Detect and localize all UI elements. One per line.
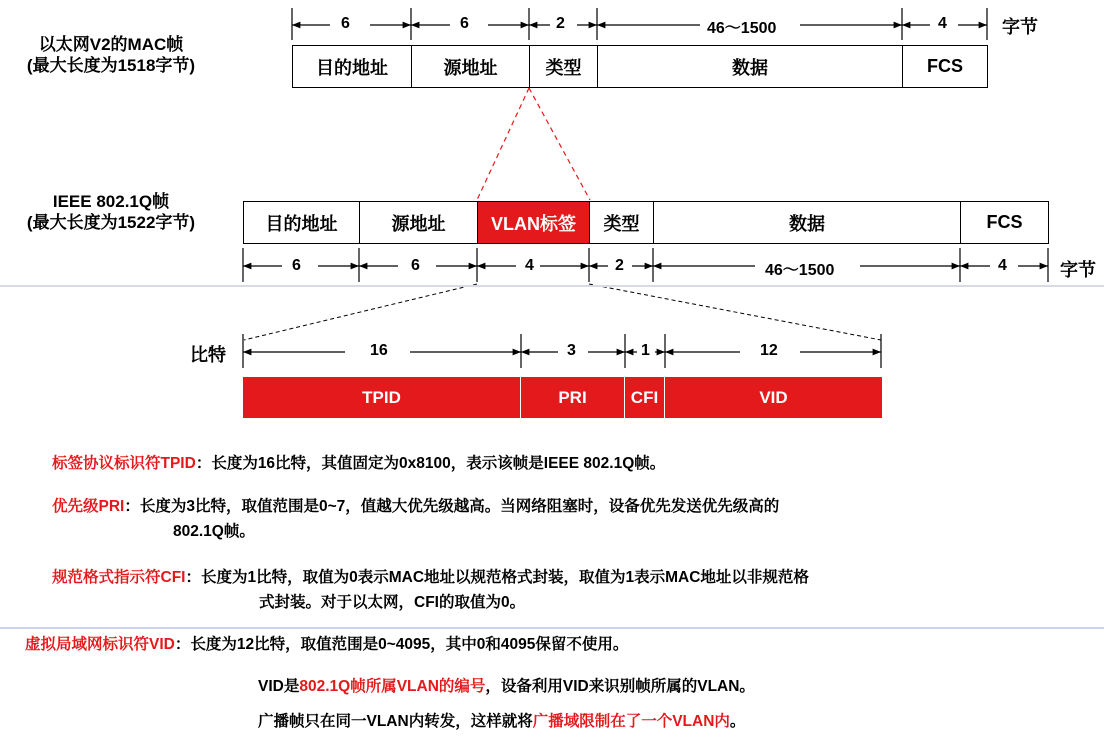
mac-size-src: 6 bbox=[460, 15, 469, 32]
mac-size-fcs: 4 bbox=[938, 15, 947, 32]
note-tpid: 标签协议标识符TPID：长度为16比特，其值固定为0x8100，表示该帧是IEEE 802.1Q帧。 bbox=[52, 455, 666, 472]
dot1q-size-dst: 6 bbox=[292, 257, 301, 274]
dot1q-size-type: 2 bbox=[615, 257, 624, 274]
dot1q-unit: 字节 bbox=[1060, 260, 1096, 280]
dot1q-field-type: 类型 bbox=[590, 202, 654, 243]
mac-size-data: 46～1500 bbox=[707, 20, 777, 37]
term-tpid: 标签协议标识符TPID bbox=[52, 455, 196, 472]
tag-size-vid: 12 bbox=[760, 342, 778, 359]
dot1q-size-src: 6 bbox=[411, 257, 420, 274]
note-vid-line3: 广播帧只在同一VLAN内转发，这样就将广播域限制在了一个VLAN内。 bbox=[258, 713, 746, 730]
term-cfi: 规范格式指示符CFI bbox=[52, 569, 186, 586]
mac-frame-title: 以太网V2的MAC帧 (最大长度为1518字节) bbox=[26, 35, 196, 75]
term-pri: 优先级PRI bbox=[52, 498, 125, 515]
dot1q-field-data: 数据 bbox=[654, 202, 961, 243]
dot1q-frame bbox=[243, 201, 1049, 244]
mac-frame bbox=[292, 45, 988, 88]
tag-field-vid: VID bbox=[665, 377, 882, 418]
term-vid: 虚拟局域网标识符VID bbox=[25, 636, 175, 653]
mac-field-src: 源地址 bbox=[412, 46, 530, 87]
dot1q-field-dst: 目的地址 bbox=[244, 202, 360, 243]
mac-size-dst: 6 bbox=[341, 15, 350, 32]
mac-field-fcs: FCS bbox=[927, 56, 963, 76]
note-vid-line2: VID是802.1Q帧所属VLAN的编号，设备利用VID来识别帧所属的VLAN。 bbox=[258, 678, 755, 695]
dot1q-size-vlan: 4 bbox=[525, 257, 534, 274]
tag-unit: 比特 bbox=[190, 345, 226, 365]
note-pri-line2: 802.1Q帧。 bbox=[173, 523, 255, 540]
tag-field-cfi: CFI bbox=[625, 377, 665, 418]
dot1q-field-fcs: FCS bbox=[986, 212, 1023, 232]
mac-size-type: 2 bbox=[556, 15, 565, 32]
tag-field-tpid: TPID bbox=[243, 377, 521, 418]
dot1q-frame-title: IEEE 802.1Q帧 (最大长度为1522字节) bbox=[26, 192, 196, 232]
tag-size-cfi: 1 bbox=[641, 342, 650, 359]
note-pri: 优先级PRI：长度为3比特，取值范围是0~7，值越大优先级越高。当网络阻塞时，设备优先发送优先级高的 bbox=[52, 498, 780, 515]
note-cfi: 规范格式指示符CFI：长度为1比特，取值为0表示MAC地址以规范格式封装，取值为1表示MAC地址以非规范格 bbox=[52, 569, 809, 586]
tag-size-tpid: 16 bbox=[370, 342, 388, 359]
dot1q-size-fcs: 4 bbox=[998, 257, 1007, 274]
note-vid: 虚拟局域网标识符VID：长度为12比特，取值范围是0~4095，其中0和4095保留不使用。 bbox=[25, 636, 629, 653]
mac-field-data: 数据 bbox=[598, 46, 903, 87]
mac-field-dst: 目的地址 bbox=[293, 46, 412, 87]
divider-line bbox=[0, 627, 1104, 629]
dot1q-size-data: 46～1500 bbox=[765, 262, 835, 279]
note-cfi-line2: 式封装。对于以太网，CFI的取值为0。 bbox=[259, 594, 526, 611]
tag-size-pri: 3 bbox=[567, 342, 576, 359]
mac-field-type: 类型 bbox=[530, 46, 598, 87]
divider-line bbox=[0, 285, 1104, 287]
dot1q-field-vlan-tag: VLAN标签 bbox=[478, 202, 590, 243]
mac-unit: 字节 bbox=[1002, 17, 1038, 37]
tag-fields bbox=[243, 377, 882, 418]
tag-field-pri: PRI bbox=[521, 377, 625, 418]
dot1q-field-src: 源地址 bbox=[360, 202, 478, 243]
